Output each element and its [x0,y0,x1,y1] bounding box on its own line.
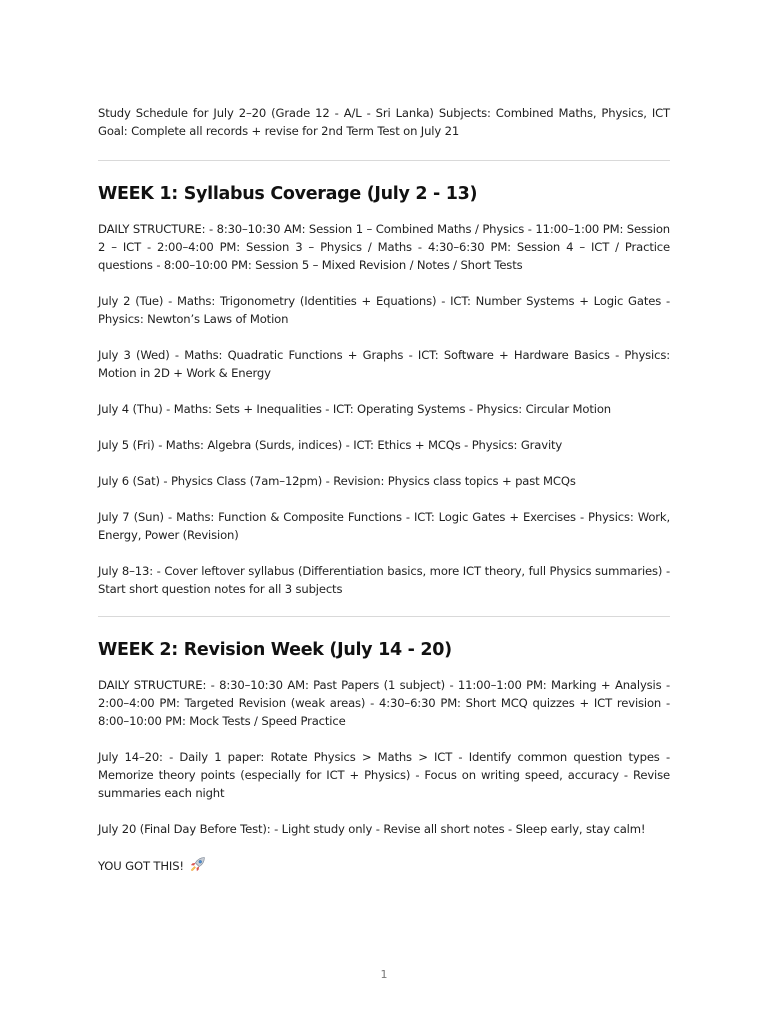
closing-text: YOU GOT THIS! [98,859,184,873]
document-page [98,104,670,878]
intro-paragraph: Study Schedule for July 2–20 (Grade 12 - A/L - Sri Lanka) Subjects: Combined Maths, Physics, ICT Goal: Complete all records + revise for 2nd Term Test on July 21 [98,106,670,138]
week2-heading: WEEK 2: Revision Week (July 14 - 20) [98,640,452,660]
section-divider [98,160,670,161]
week1-day-july6: July 6 (Sat) - Physics Class (7am–12pm) - Revision: Physics class topics + past MCQs [98,474,576,488]
week1-day-july4: July 4 (Thu) - Maths: Sets + Inequalities - ICT: Operating Systems - Physics: Circular Motion [98,402,611,416]
week1-heading: WEEK 1: Syllabus Coverage (July 2 - 13) [98,184,478,204]
rocket-icon [189,856,206,878]
week1-day-july2: July 2 (Tue) - Maths: Trigonometry (Identities + Equations) - ICT: Number Systems + Logic Gates - Physics: Newton’s Laws of Motion [98,294,670,326]
week2-daily-structure: DAILY STRUCTURE: - 8:30–10:30 AM: Past Papers (1 subject) - 11:00–1:00 PM: Marking + Analysis - 2:00–4:00 PM: Targeted Revision (weak areas) - 4:30–6:30 PM: Short MCQ quizzes + ICT revision - 8:00–10:00 PM: Mock Tests / Speed Practice [98,678,670,728]
week1-day-july3: July 3 (Wed) - Maths: Quadratic Functions + Graphs - ICT: Software + Hardware Basics - Physics: Motion in 2D + Work & Energy [98,348,670,380]
week1-day-july7: July 7 (Sun) - Maths: Function & Composite Functions - ICT: Logic Gates + Exercises - Physics: Work, Energy, Power (Revision) [98,510,670,542]
week1-days-july8-13: July 8–13: - Cover leftover syllabus (Differentiation basics, more ICT theory, full Physics summaries) - Start short question notes for all 3 subjects [98,564,670,596]
week1-daily-structure: DAILY STRUCTURE: - 8:30–10:30 AM: Session 1 – Combined Maths / Physics - 11:00–1:00 PM: Session 2 – ICT - 2:00–4:00 PM: Session 3 – Physics / Maths - 4:30–6:30 PM: Session 4 – ICT / Practice questions - 8:00–10:00 PM: Session 5 – Mixed Revision / Notes / Short Tests [98,222,670,272]
section-divider [98,616,670,617]
week1-day-july5: July 5 (Fri) - Maths: Algebra (Surds, indices) - ICT: Ethics + MCQs - Physics: Gravity [98,438,563,452]
week2-day-july20: July 20 (Final Day Before Test): - Light study only - Revise all short notes - Sleep early, stay calm! [98,822,646,836]
closing-line [98,856,670,878]
week2-days-july14-20: July 14–20: - Daily 1 paper: Rotate Physics > Maths > ICT - Identify common question types - Memorize theory points (especially for ICT + Physics) - Focus on writing speed, accuracy - Revise summaries each night [98,750,670,800]
page-number: 1 [380,968,388,981]
